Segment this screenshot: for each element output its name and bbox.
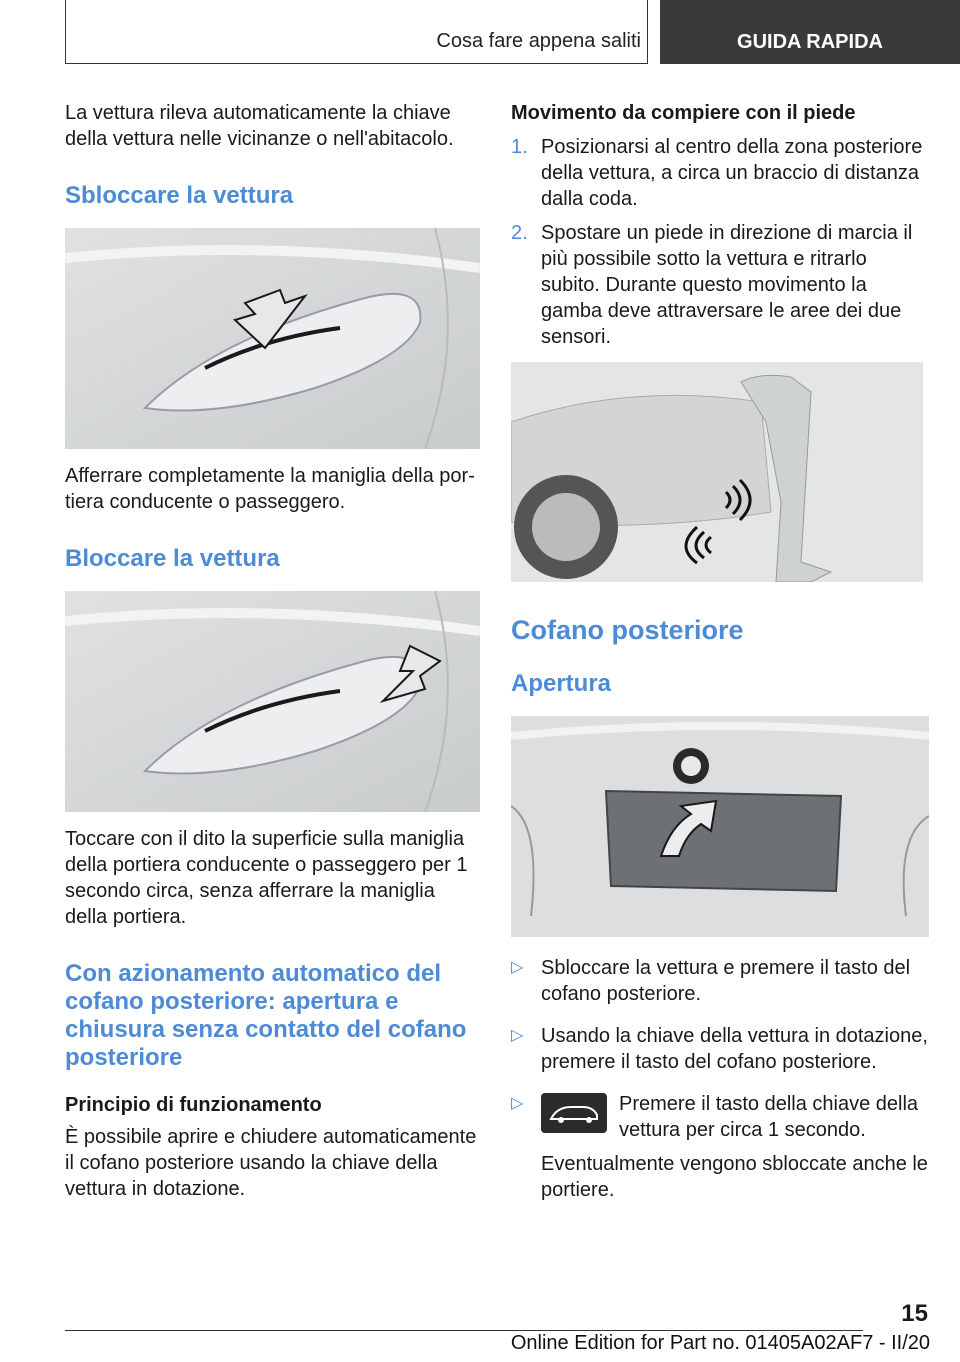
edition-text: Online Edition for Part no. 01405A02AF7 - II/20: [510, 1332, 930, 1354]
bullet-item: [511, 955, 929, 1007]
bullet-item: [511, 1023, 929, 1075]
note-text: Eventualmente vengono sbloccate anche le portiere.: [541, 1153, 928, 1201]
step-number: 1.: [511, 136, 528, 158]
page-number: 15: [901, 1300, 928, 1327]
steps-list: [511, 134, 929, 350]
principle-text: È possibile aprire e chiudere automaticamente il cofano posteriore usando la chiave della vettura in dotazione.: [65, 1126, 477, 1200]
step-item: [511, 220, 929, 350]
key-instruction: [541, 1091, 929, 1143]
door-handle-lock-illustration: [65, 591, 480, 812]
opening-title: Apertura: [511, 670, 612, 697]
trunk-button-illustration: [511, 716, 929, 937]
triangle-bullet-icon: ▷: [511, 959, 524, 976]
bullet-text: Sbloccare la vettura e premere il tasto del cofano posteriore.: [541, 957, 911, 1005]
foot-movement-title: Movimento da compiere con il piede: [511, 102, 856, 124]
left-column: [65, 100, 480, 1202]
auto-trunk-title: Con azionamento automatico del cofano posteriore: apertura e chiusura senza contatto del cofano posteriore: [65, 960, 467, 1071]
car-trunk-key-icon: [541, 1093, 607, 1133]
trunk-title: Cofano posteriore: [511, 615, 744, 645]
step-text: Posizionarsi al centro della zona posteriore della vettura, a circa un braccio di distanza dalla coda.: [541, 136, 923, 210]
door-handle-unlock-illustration: [65, 228, 480, 449]
bullet-item: [511, 1091, 929, 1143]
lock-title: Bloccare la vettura: [65, 545, 280, 572]
key-text: Premere il tasto della chiave della vettura per circa 1 secondo.: [619, 1093, 919, 1141]
intro-text: La vettura rileva automaticamente la chiave della vettura nelle vicinanze o nell'abitacolo.: [65, 102, 454, 150]
header-section-title: Cosa fare appena saliti: [436, 30, 641, 52]
header-tab: GUIDA RAPIDA: [660, 0, 960, 64]
step-text: Spostare un piede in direzione di marcia il più possibile sotto la vettura e ritrarlo subito. Durante questo movimento la gamba deve attraversare le aree dei due sensori.: [541, 222, 913, 348]
principle-title: Principio di funzionamento: [65, 1094, 322, 1116]
header-box: [65, 0, 648, 64]
footer-divider: [65, 1330, 863, 1331]
right-column: [511, 100, 929, 1203]
foot-sensor-illustration: [511, 362, 923, 582]
triangle-bullet-icon: ▷: [511, 1095, 524, 1112]
lock-text: Toccare con il dito la superficie sulla maniglia della portiera conducente o passeggero per 1 secondo circa, senza afferrare la maniglia della portiera.: [65, 828, 468, 928]
step-number: 2.: [511, 222, 528, 244]
unlock-text: Afferrare completamente la maniglia della portiera conducente o passeggero.: [65, 465, 475, 513]
triangle-bullet-icon: ▷: [511, 1027, 524, 1044]
bullet-text: Usando la chiave della vettura in dotazione, premere il tasto del cofano posteriore.: [541, 1025, 928, 1073]
unlock-title: Sbloccare la vettura: [65, 182, 294, 209]
step-item: [511, 134, 929, 212]
opening-bullets: [511, 955, 929, 1143]
